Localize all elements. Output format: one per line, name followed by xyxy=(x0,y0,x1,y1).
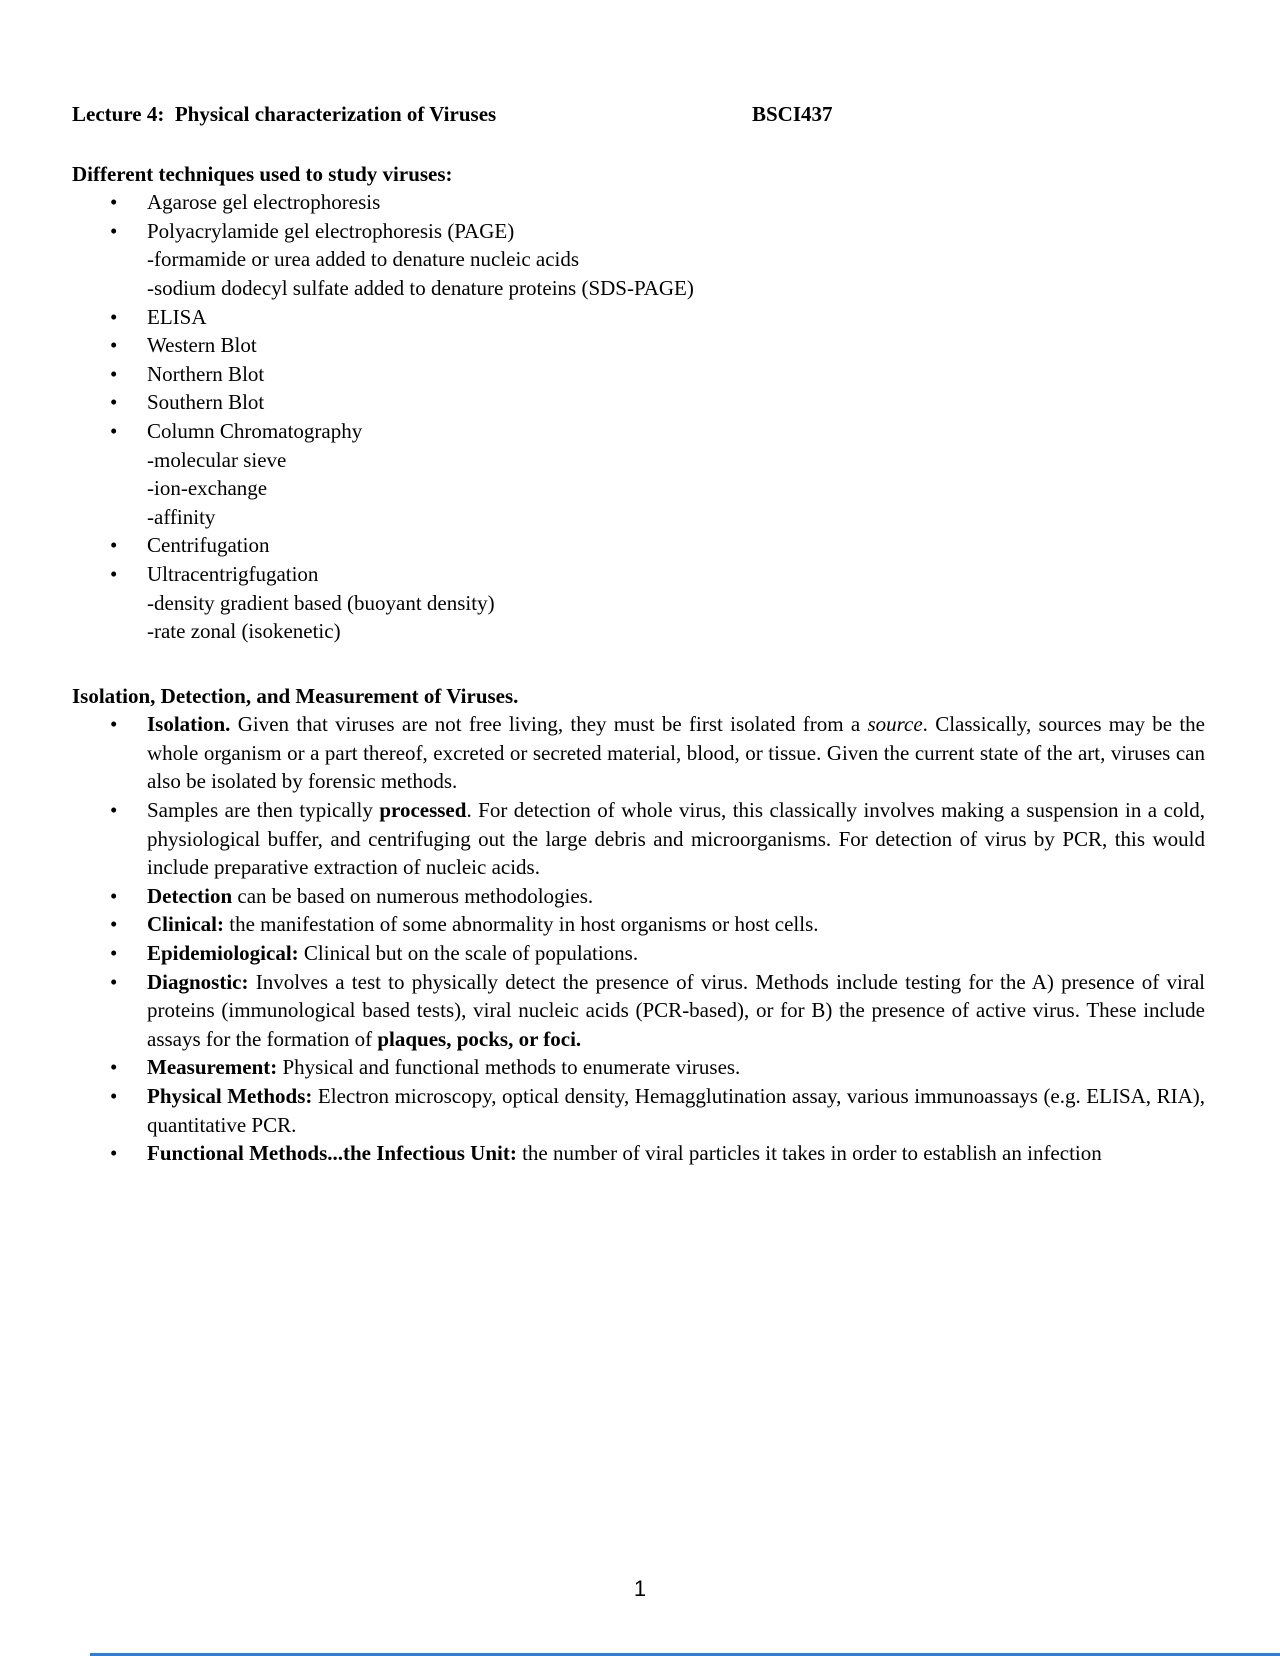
item-label: Polyacrylamide gel electrophoresis (PAGE) xyxy=(147,218,515,243)
item-content xyxy=(147,331,1205,360)
sub-item: -rate zonal (isokenetic) xyxy=(147,619,341,644)
page-content xyxy=(72,100,1205,1168)
text-run: Diagnostic: xyxy=(147,969,249,994)
item-content xyxy=(147,560,1205,646)
text-run: Clinical but on the scale of populations. xyxy=(298,941,639,966)
item-label: Ultracentrigfugation xyxy=(147,561,319,586)
text-run: Measurement: xyxy=(147,1055,278,1080)
sub-item: -formamide or urea added to denature nucleic acids xyxy=(147,247,580,272)
item-content xyxy=(147,188,1205,217)
item-content xyxy=(147,1053,1205,1082)
list-item xyxy=(72,417,1205,531)
bullet-marker: • xyxy=(110,912,118,937)
list-item xyxy=(72,188,1205,217)
bullet-marker: • xyxy=(110,883,118,908)
item-content xyxy=(147,939,1205,968)
item-label: ELISA xyxy=(147,304,207,329)
text-run: Functional Methods...the Infectious Unit: xyxy=(147,1141,517,1166)
text-run: Detection xyxy=(147,883,233,908)
item-content xyxy=(147,531,1205,560)
item-label: Centrifugation xyxy=(147,533,270,558)
item-content xyxy=(147,217,1205,303)
item-content xyxy=(147,796,1205,882)
bullet-marker: • xyxy=(110,390,118,415)
text-run: Physical Methods: xyxy=(147,1084,313,1108)
bullet-marker: • xyxy=(110,1084,118,1108)
text-run: the number of viral particles it takes in order to establish an infection xyxy=(516,1141,1102,1166)
text-run: can be based on numerous methodologies. xyxy=(232,883,594,908)
bullet-marker: • xyxy=(110,561,118,586)
list-item xyxy=(72,388,1205,417)
item-content xyxy=(147,303,1205,332)
bullet-marker: • xyxy=(110,798,118,823)
item-label: Column Chromatography xyxy=(147,418,363,443)
bullet-marker: • xyxy=(110,418,118,443)
list-item xyxy=(72,1082,1205,1139)
section-heading-isolation: Isolation, Detection, and Measurement of Viruses. xyxy=(72,683,519,708)
course-code: BSCI437 xyxy=(752,102,833,126)
item-content xyxy=(147,388,1205,417)
text-run: Electron microscopy, optical density, Hemagglutination assay, various immunoassays (e.g. ELISA, RIA), quantitative PCR. xyxy=(147,1084,1205,1137)
list-item xyxy=(72,1053,1205,1082)
bullet-marker: • xyxy=(110,190,118,215)
text-run: processed xyxy=(379,798,467,823)
item-content xyxy=(147,968,1205,1054)
text-run: source xyxy=(867,712,923,737)
list-item xyxy=(72,796,1205,882)
sub-item: -ion-exchange xyxy=(147,476,268,501)
text-run: plaques, pocks, or foci. xyxy=(377,1026,582,1051)
text-run: Clinical: xyxy=(147,912,224,937)
bullet-marker: • xyxy=(110,941,118,966)
isolation-list xyxy=(72,710,1205,1168)
list-item xyxy=(72,331,1205,360)
item-content xyxy=(147,910,1205,939)
sub-item: -sodium dodecyl sulfate added to denature proteins (SDS-PAGE) xyxy=(147,275,694,300)
bullet-marker: • xyxy=(110,218,118,243)
bullet-marker: • xyxy=(110,969,118,994)
list-item xyxy=(72,910,1205,939)
text-run: . Classically, sources may be the whole organism or a part thereof, excreted or secreted material, blood, or tissue. Given the current state of the art, viruses can also be isolated by forensic methods. xyxy=(147,712,1205,794)
list-item xyxy=(72,303,1205,332)
text-run: Involves a test to physically detect the presence of virus. Methods include testing for the A) presence of viral proteins (immunological based tests), viral nucleic acids (PCR-based), or for B) the presence of active virus. These include assays for the formation of xyxy=(147,969,1205,1051)
bullet-marker: • xyxy=(110,333,118,358)
list-item xyxy=(72,939,1205,968)
text-run: the manifestation of some abnormality in host organisms or host cells. xyxy=(224,912,819,937)
item-content xyxy=(147,1139,1205,1168)
text-run: Physical and functional methods to enumerate viruses. xyxy=(277,1055,741,1080)
text-run: Samples are then typically xyxy=(147,798,380,823)
bullet-marker: • xyxy=(110,1141,118,1166)
item-content xyxy=(147,1082,1205,1139)
item-content xyxy=(147,882,1205,911)
bullet-marker: • xyxy=(110,304,118,329)
list-item xyxy=(72,1139,1205,1168)
item-content xyxy=(147,360,1205,389)
item-content xyxy=(147,710,1205,796)
list-item xyxy=(72,531,1205,560)
section-heading-techniques: Different techniques used to study viruses: xyxy=(72,161,453,186)
list-item xyxy=(72,217,1205,303)
list-item xyxy=(72,968,1205,1054)
document-title: Lecture 4: Physical characterization of Viruses xyxy=(72,102,497,126)
text-run: Given that viruses are not free living, they must be first isolated from a xyxy=(230,712,868,737)
item-label: Agarose gel electrophoresis xyxy=(147,190,381,215)
sub-item: -density gradient based (buoyant density) xyxy=(147,590,495,615)
bullet-marker: • xyxy=(110,533,118,558)
bullet-marker: • xyxy=(110,1055,118,1080)
bullet-marker: • xyxy=(110,712,118,737)
item-label: Western Blot xyxy=(147,333,257,358)
sub-item: -affinity xyxy=(147,504,216,529)
item-content xyxy=(147,417,1205,531)
item-label: Southern Blot xyxy=(147,390,265,415)
page-number: 1 xyxy=(633,1576,647,1601)
item-label: Northern Blot xyxy=(147,361,265,386)
title-row xyxy=(72,100,1205,129)
sub-item: -molecular sieve xyxy=(147,447,287,472)
list-item xyxy=(72,882,1205,911)
list-item xyxy=(72,560,1205,646)
list-item xyxy=(72,360,1205,389)
bullet-marker: • xyxy=(110,361,118,386)
list-item xyxy=(72,710,1205,796)
text-run: . For detection of whole virus, this classically involves making a suspension in a cold, physiological buffer, and centrifuging out the large debris and microorganisms. For detection of virus by PCR, this would include preparative extraction of nucleic acids. xyxy=(147,798,1206,880)
techniques-list xyxy=(72,188,1205,646)
text-run: Epidemiological: xyxy=(147,941,299,966)
text-run: Isolation. xyxy=(147,712,231,737)
